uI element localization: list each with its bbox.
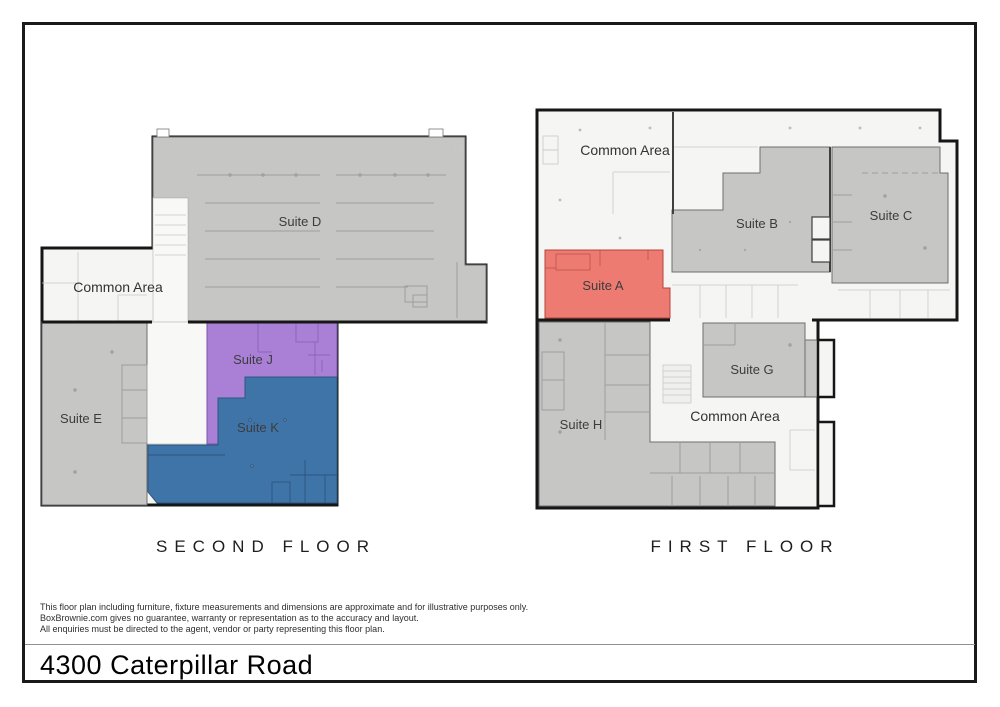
right-wing-tab-lower xyxy=(818,422,834,506)
suite-h-label: Suite H xyxy=(559,417,603,432)
second-floor-corridor-lower xyxy=(147,322,207,444)
property-address: 4300 Caterpillar Road xyxy=(40,650,314,680)
suite-k-label: Suite K xyxy=(237,420,279,435)
first-floor-common-area-bottom-label: Common Area xyxy=(690,408,780,424)
first-floor-title: FIRST FLOOR xyxy=(650,537,840,556)
first-floor-plan xyxy=(531,102,963,514)
second-floor-common-area-label: Common Area xyxy=(73,279,163,295)
suite-b-label: Suite B xyxy=(736,216,778,231)
disclaimer-line: All enquiries must be directed to the agent, vendor or party representing this floor plan. xyxy=(40,624,385,634)
second-floor-title: SECOND FLOOR xyxy=(155,537,377,556)
disclaimer-line: This floor plan including furniture, fixture measurements and dimensions are approximate and for illustrative purposes only. xyxy=(40,602,529,612)
suite-d-label: Suite D xyxy=(278,214,322,229)
first-floor-common-area-top-label: Common Area xyxy=(580,142,670,158)
second-floor-plan xyxy=(36,126,492,512)
suite-j-label: Suite J xyxy=(233,352,273,367)
right-wing-tab-upper xyxy=(818,340,834,397)
suite-e-label: Suite E xyxy=(60,411,102,426)
suite-c-label: Suite C xyxy=(869,208,913,223)
disclaimer-line: BoxBrownie.com gives no guarantee, warranty or representation as to the accuracy and layout. xyxy=(40,613,419,623)
suite-d-region xyxy=(153,137,486,322)
suite-g-tab xyxy=(805,340,818,397)
title-divider xyxy=(25,644,975,645)
disclaimer xyxy=(40,602,528,635)
suite-g-label: Suite G xyxy=(730,362,774,377)
stairwell xyxy=(663,365,691,403)
second-floor-corridor-upper xyxy=(153,198,188,322)
suite-a-label: Suite A xyxy=(582,278,624,293)
suite-g-region xyxy=(703,323,805,397)
